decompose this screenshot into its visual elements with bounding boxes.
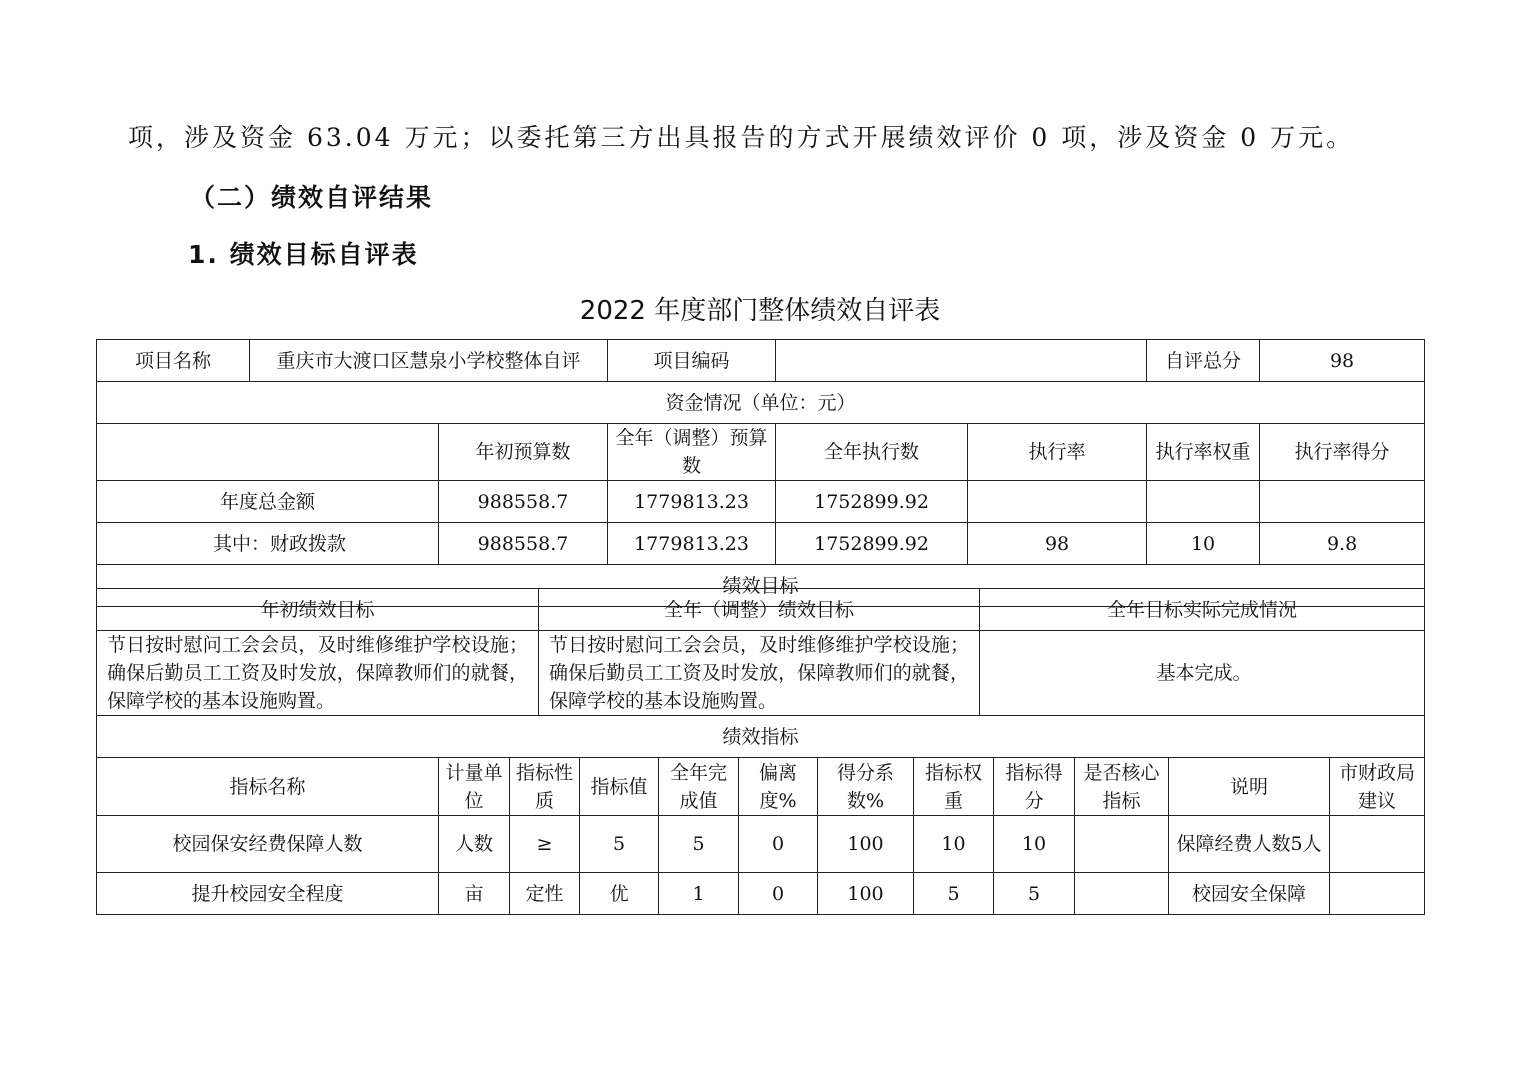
funds-col-header: 执行率 xyxy=(968,424,1147,481)
table-title: 2022 年度部门整体绩效自评表 xyxy=(579,296,941,326)
ind-col-header: 偏离度% xyxy=(739,758,818,816)
ind-col-header: 指标性质 xyxy=(510,758,580,816)
ind-col-header: 得分系数% xyxy=(818,758,914,816)
goals-col-header: 全年目标实际完成情况 xyxy=(980,589,1425,631)
funds-cell: 1752899.92 xyxy=(776,523,968,565)
funds-col-header: 执行率得分 xyxy=(1260,424,1425,481)
goals-column-headers xyxy=(97,589,1425,631)
funds-cell xyxy=(1147,481,1260,523)
ind-cell: 10 xyxy=(914,816,994,873)
ind-col-header: 市财政局建议 xyxy=(1330,758,1425,816)
ind-cell: 优 xyxy=(580,873,659,915)
ind-cell: 提升校园安全程度 xyxy=(97,873,439,915)
funds-cell: 1779813.23 xyxy=(608,523,776,565)
ind-cell: 人数 xyxy=(439,816,510,873)
sub-heading: 1. 绩效目标自评表 xyxy=(188,240,419,269)
ind-cell: 5 xyxy=(580,816,659,873)
goals-adjusted: 节日按时慰问工会会员，及时维修维护学校设施；确保后勤员工工资及时发放，保障教师们的就餐，保障学校的基本设施购置。 xyxy=(539,631,980,716)
ind-cell: 0 xyxy=(739,873,818,915)
funds-col-header: 执行率权重 xyxy=(1147,424,1260,481)
ind-cell: 1 xyxy=(659,873,739,915)
funds-cell: 1752899.92 xyxy=(776,481,968,523)
goals-col-header: 年初绩效目标 xyxy=(97,589,539,631)
ind-cell: 亩 xyxy=(439,873,510,915)
funds-col-header: 全年（调整）预算数 xyxy=(608,424,776,481)
header-row xyxy=(97,340,1425,382)
table-row xyxy=(97,523,1425,565)
ind-cell: ≥ xyxy=(510,816,580,873)
funds-cell xyxy=(968,481,1147,523)
ind-col-header: 是否核心指标 xyxy=(1075,758,1169,816)
funds-column-headers xyxy=(97,424,1425,481)
table-row xyxy=(97,873,1425,915)
goals-section-label: 绩效目标 xyxy=(97,565,1425,607)
ind-col-header: 计量单位 xyxy=(439,758,510,816)
ind-cell xyxy=(1330,873,1425,915)
goals-col-header: 全年（调整）绩效目标 xyxy=(539,589,980,631)
ind-cell: 5 xyxy=(914,873,994,915)
funds-table xyxy=(96,339,1425,607)
ind-cell: 定性 xyxy=(510,873,580,915)
funds-cell: 1779813.23 xyxy=(608,481,776,523)
project-code-label: 项目编码 xyxy=(608,340,776,382)
project-name-label: 项目名称 xyxy=(97,340,250,382)
ind-cell: 校园保安经费保障人数 xyxy=(97,816,439,873)
table-row xyxy=(97,481,1425,523)
ind-col-header: 指标得分 xyxy=(994,758,1075,816)
total-score-label: 自评总分 xyxy=(1147,340,1260,382)
indicators-table xyxy=(96,757,1425,915)
funds-cell: 988558.7 xyxy=(439,523,608,565)
ind-col-header: 指标权重 xyxy=(914,758,994,816)
funds-col-header: 年初预算数 xyxy=(439,424,608,481)
project-name-value: 重庆市大渡口区慧泉小学校整体自评 xyxy=(250,340,608,382)
ind-col-header: 说明 xyxy=(1169,758,1330,816)
funds-cell: 98 xyxy=(968,523,1147,565)
table-row xyxy=(97,816,1425,873)
ind-col-header: 指标名称 xyxy=(97,758,439,816)
funds-row-label: 年度总金额 xyxy=(97,481,439,523)
ind-cell: 100 xyxy=(818,816,914,873)
ind-col-header: 指标值 xyxy=(580,758,659,816)
ind-cell: 100 xyxy=(818,873,914,915)
funds-row-label: 其中：财政拨款 xyxy=(97,523,439,565)
funds-cell: 988558.7 xyxy=(439,481,608,523)
ind-col-header: 全年完成值 xyxy=(659,758,739,816)
ind-cell xyxy=(1075,873,1169,915)
ind-cell xyxy=(1330,816,1425,873)
ind-cell: 校园安全保障 xyxy=(1169,873,1330,915)
funds-col-header xyxy=(97,424,439,481)
table-row xyxy=(97,631,1425,716)
ind-cell xyxy=(1075,816,1169,873)
funds-col-header: 全年执行数 xyxy=(776,424,968,481)
ind-cell: 0 xyxy=(739,816,818,873)
funds-cell xyxy=(1260,481,1425,523)
funds-cell: 10 xyxy=(1147,523,1260,565)
intro-paragraph: 项，涉及资金 63.04 万元；以委托第三方出具报告的方式开展绩效评价 0 项，涉及资金 0 万元。 xyxy=(128,123,1355,152)
total-score-value: 98 xyxy=(1260,340,1425,382)
ind-cell: 5 xyxy=(994,873,1075,915)
funds-cell: 9.8 xyxy=(1260,523,1425,565)
indicators-section-label: 绩效指标 xyxy=(97,716,1425,758)
ind-cell: 5 xyxy=(659,816,739,873)
project-code-value xyxy=(776,340,1147,382)
ind-cell: 10 xyxy=(994,816,1075,873)
ind-cell: 保障经费人数5人 xyxy=(1169,816,1330,873)
goals-actual: 基本完成。 xyxy=(980,631,1425,716)
indicators-column-headers xyxy=(97,758,1425,816)
section-heading: （二）绩效自评结果 xyxy=(190,183,434,212)
goals-table xyxy=(96,588,1425,758)
funds-section-label: 资金情况（单位：元） xyxy=(97,382,1425,424)
goals-initial: 节日按时慰问工会会员，及时维修维护学校设施；确保后勤员工工资及时发放，保障教师们的就餐，保障学校的基本设施购置。 xyxy=(97,631,539,716)
